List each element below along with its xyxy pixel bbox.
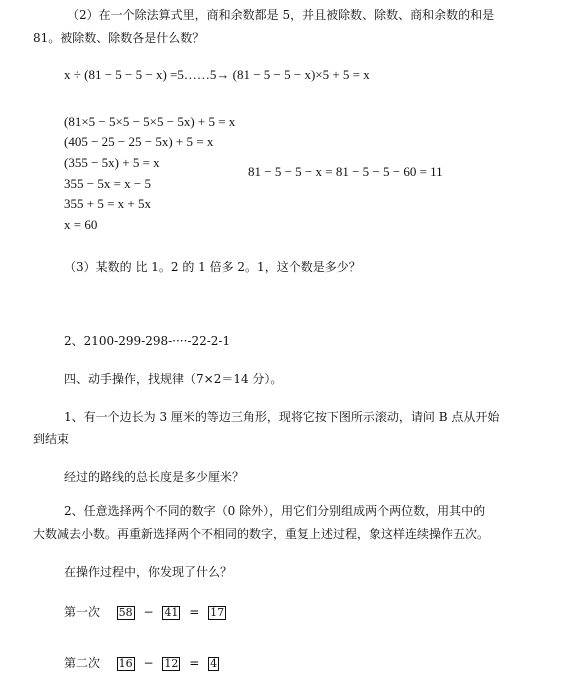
q2-line2: 81。被除数、除数各是什么数？ (33, 31, 205, 45)
problem-1-line2: 到结束 (33, 432, 70, 446)
first-minus: − (143, 605, 154, 619)
first-label: 第一次 (64, 605, 101, 619)
first-subtrahend-box: 41 (164, 606, 179, 619)
second-minuend-box: 16 (118, 657, 133, 670)
problem-1-line3: 经过的路线的总长度是多少厘米？ (64, 470, 245, 484)
second-minus: − (143, 656, 154, 670)
solve-step-5: 355 + 5 = x + 5x (64, 196, 151, 211)
main-equation: x ÷ (81 − 5 − 5 − x) =5……5→ (81 − 5 − 5 − x)×5 + 5 = x (64, 67, 370, 82)
second-attempt-row (64, 656, 220, 671)
second-result-box: 4 (210, 657, 218, 670)
section-4-heading: 四、动手操作，找规律（7×2＝14 分）。 (64, 372, 283, 386)
problem-2-line2: 大数减去小数。再重新选择两个不相同的数字，重复上述过程，象这样连续操作五次。 (33, 527, 490, 541)
second-subtrahend-box: 12 (164, 657, 179, 670)
first-attempt-row (64, 605, 227, 620)
solve-step-6: x = 60 (64, 217, 98, 232)
second-label: 第二次 (64, 656, 101, 670)
solve-step-3: (355 − 5x) + 5 = x (64, 155, 160, 170)
first-result-box: 17 (210, 606, 225, 619)
solve-step-4: 355 − 5x = x − 5 (64, 176, 151, 191)
question-3: （3）某数的 比 1。2 的 1 倍多 2。1，这个数是多少？ (64, 260, 361, 274)
first-equals: = (189, 605, 200, 619)
divisor-equation: 81 − 5 − 5 − x = 81 − 5 − 5 − 60 = 11 (248, 164, 443, 179)
item-2: 2、2100-299-298-····-22-2-1 (64, 334, 231, 348)
solve-step-1: (81×5 − 5×5 − 5×5 − 5x) + 5 = x (64, 114, 236, 129)
second-equals: = (189, 656, 200, 670)
q2-line1: （2）在一个除法算式里，商和余数都是 5，并且被除数、除数、商和余数的和是 (67, 8, 495, 22)
problem-3: 在操作过程中，你发现了什么？ (64, 565, 233, 579)
solve-step-2: (405 − 25 − 25 − 5x) + 5 = x (64, 134, 214, 149)
problem-1-line1: 1、有一个边长为 3 厘米的等边三角形，现将它按下图所示滚动，请问 B 点从开始 (64, 410, 500, 424)
first-minuend-box: 58 (118, 606, 133, 619)
problem-2-line1: 2、任意选择两个不同的数字（0 除外），用它们分别组成两个两位数，用其中的 (64, 504, 486, 518)
